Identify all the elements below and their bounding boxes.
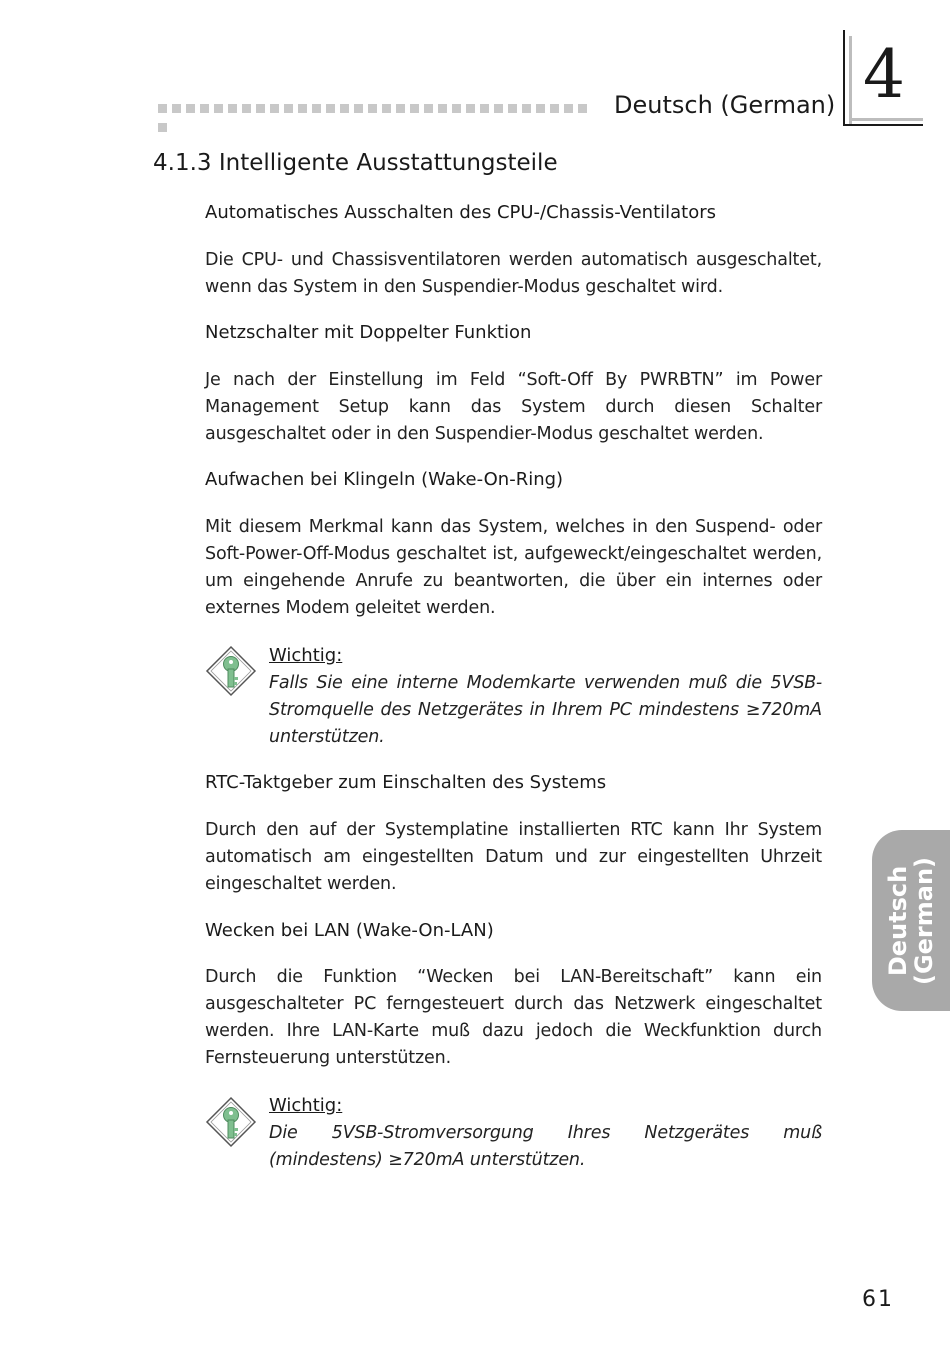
subsection-heading: Aufwachen bei Klingeln (Wake-On-Ring) xyxy=(205,469,564,490)
subsection-heading: RTC-Taktgeber zum Einschalten des Systems xyxy=(205,772,607,793)
paragraph: Die CPU- und Chassisventilatoren werden automatisch ausgeschaltet, wenn das System in den Suspendier-Modus geschaltet wird. xyxy=(205,250,822,297)
paragraph: Mit diesem Merkmal kann das System, welches in den Suspend- oder Soft-Power-Off-Modus geschaltet ist, aufgeweckt/eingeschaltet werden, um eingehende Anrufe zu beantworten, die über ein internes oder externes Modem geleitet werden. xyxy=(205,517,822,618)
note-title: Wichtig: xyxy=(269,645,343,666)
note-title: Wichtig: xyxy=(269,1095,343,1116)
key-icon xyxy=(205,1096,257,1148)
chapter-marker xyxy=(843,30,923,126)
side-tab-line1: Deutsch xyxy=(884,865,912,976)
paragraph: Durch die Funktion “Wecken bei LAN-Bereitschaft” kann ein ausgeschalteter PC ferngesteuert durch das Netzwerk eingeschaltet werden. Ihre LAN-Karte muß dazu jedoch die Weckfunktion durch Fernsteuerung unterstützen. xyxy=(205,967,822,1068)
side-language-tab xyxy=(872,830,950,1011)
paragraph: Je nach der Einstellung im Feld “Soft-Off By PWRBTN” im Power Management Setup kann das System durch diesen Schalter ausgeschaltet oder in den Suspendier-Modus geschaltet werden. xyxy=(205,370,822,444)
header-language: Deutsch (German) xyxy=(614,91,836,119)
note-text: Die 5VSB-Stromversorgung Ihres Netzgerätes muß (mindestens) ≥720mA unterstützen. xyxy=(269,1123,822,1170)
side-tab-line2: (German) xyxy=(910,856,938,985)
header-dots-decoration xyxy=(158,104,604,114)
paragraph: Durch den auf der Systemplatine installierten RTC kann Ihr System automatisch am eingestellten Datum und zur eingestellten Uhrzeit eingeschaltet werden. xyxy=(205,820,822,894)
subsection-heading: Automatisches Ausschalten des CPU-/Chassis-Ventilators xyxy=(205,202,717,223)
section-title: 4.1.3 Intelligente Ausstattungsteile xyxy=(153,150,558,176)
subsection-heading: Wecken bei LAN (Wake-On-LAN) xyxy=(205,920,494,941)
subsection-heading: Netzschalter mit Doppelter Funktion xyxy=(205,322,532,343)
page-number: 61 xyxy=(862,1287,894,1312)
key-icon xyxy=(205,645,257,697)
chapter-number: 4 xyxy=(863,36,905,113)
note-text: Falls Sie eine interne Modemkarte verwenden muß die 5VSB-Stromquelle des Netzgerätes in Ihrem PC mindestens ≥720mA unterstützen. xyxy=(269,673,822,747)
